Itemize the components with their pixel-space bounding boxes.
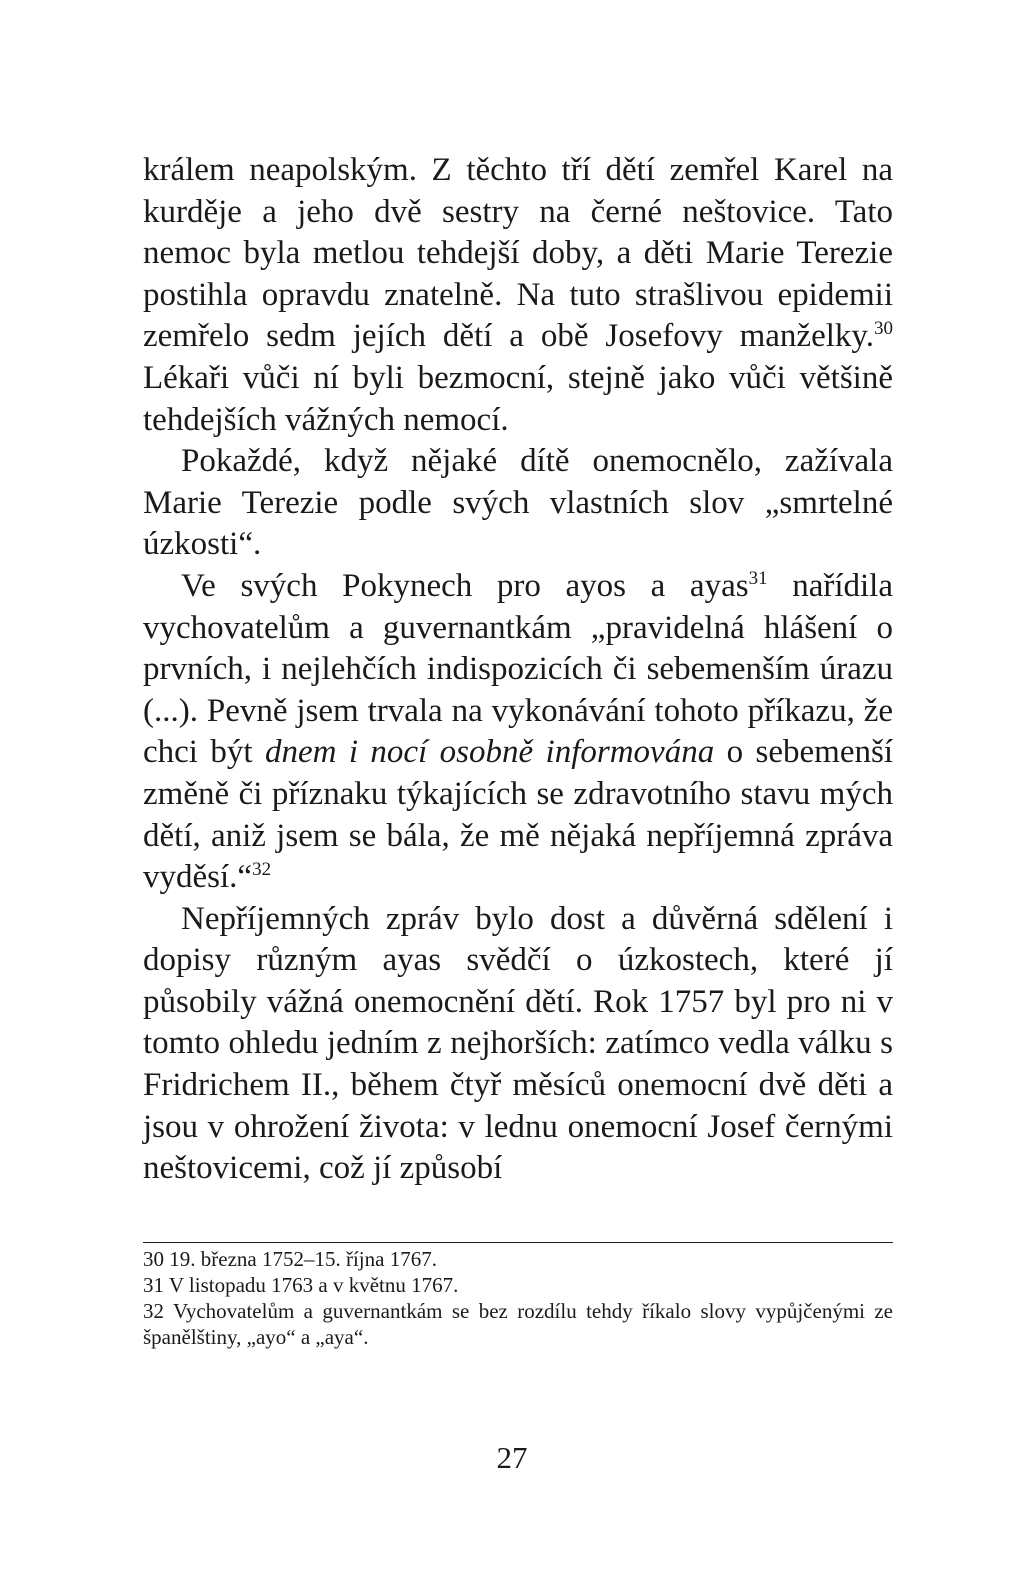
paragraph-3-part-b: nařídila vychovatelům a guvernantkám „pravidelná hlášení o prvních, i nejlehčích indispozicích či sebemenším úrazu (...). Pevně jsem trvala na vykonávání tohoto příkazu, že chci být: [143, 567, 893, 771]
page-number: 27: [496, 1440, 528, 1475]
footnote-ref-30: 30: [874, 318, 893, 340]
main-text: [143, 150, 893, 1190]
paragraph-1-text: králem neapolským. Z těchto tří dětí zemřel Karel na kurděje a jeho dvě sestry na černé neštovice. Tato nemoc byla metlou tehdejší doby, a děti Marie Terezie postihla opravdu znatelně. Na tuto strašlivou epidemii zemřelo sedm jejích dětí a obě Josefovy manželky.: [143, 152, 893, 355]
paragraph-1: [143, 150, 893, 441]
footnote-32: 32 Vychovatelům a guvernantkám se bez rozdílu tehdy říkalo slovy vypůjčenými ze španělštiny, „ayo“ a „aya“.: [143, 1299, 893, 1349]
footnote-30: 30 19. března 1752–15. října 1767.: [143, 1247, 437, 1271]
footnotes: [143, 1246, 893, 1350]
footnote-ref-31: 31: [748, 567, 768, 589]
paragraph-1-tail: Lékaři vůči ní byli bezmocní, stejně jako vůči většině tehdejších vážných nemocí.: [143, 359, 893, 438]
paragraph-3-part-c: o sebemenší změně či příznaku týkajících se zdravotního stavu mých dětí, aniž jsem se bála, že mě nějaká nepříjemná zpráva vyděsí.“: [143, 734, 893, 896]
paragraph-3: [143, 566, 893, 899]
paragraph-2: Pokaždé, když nějaké dítě onemocnělo, zažívala Marie Terezie podle svých vlastních slov „smrtelné úzkosti“.: [143, 443, 893, 563]
paragraph-4: Nepříjemných zpráv bylo dost a důvěrná sdělení i dopisy různým ayas svědčí o úzkostech, které jí působily vážná onemocnění dětí. Rok 1757 byl pro ni v tomto ohledu jedním z nejhorších: zatímco vedla válku s Fridrichem II., během čtyř měsíců onemocní dvě děti a jsou v ohrožení života: v lednu onemocní Josef černými neštovicemi, což jí způsobí: [143, 900, 893, 1187]
paragraph-3-italic: dnem i nocí osobně informována: [264, 734, 715, 771]
paragraph-3-part-a: Ve svých Pokynech pro ayos a ayas: [181, 567, 749, 604]
footnote-ref-32: 32: [252, 859, 272, 881]
footnote-divider: [143, 1242, 893, 1243]
footnote-31: 31 V listopadu 1763 a v květnu 1767.: [143, 1273, 459, 1297]
